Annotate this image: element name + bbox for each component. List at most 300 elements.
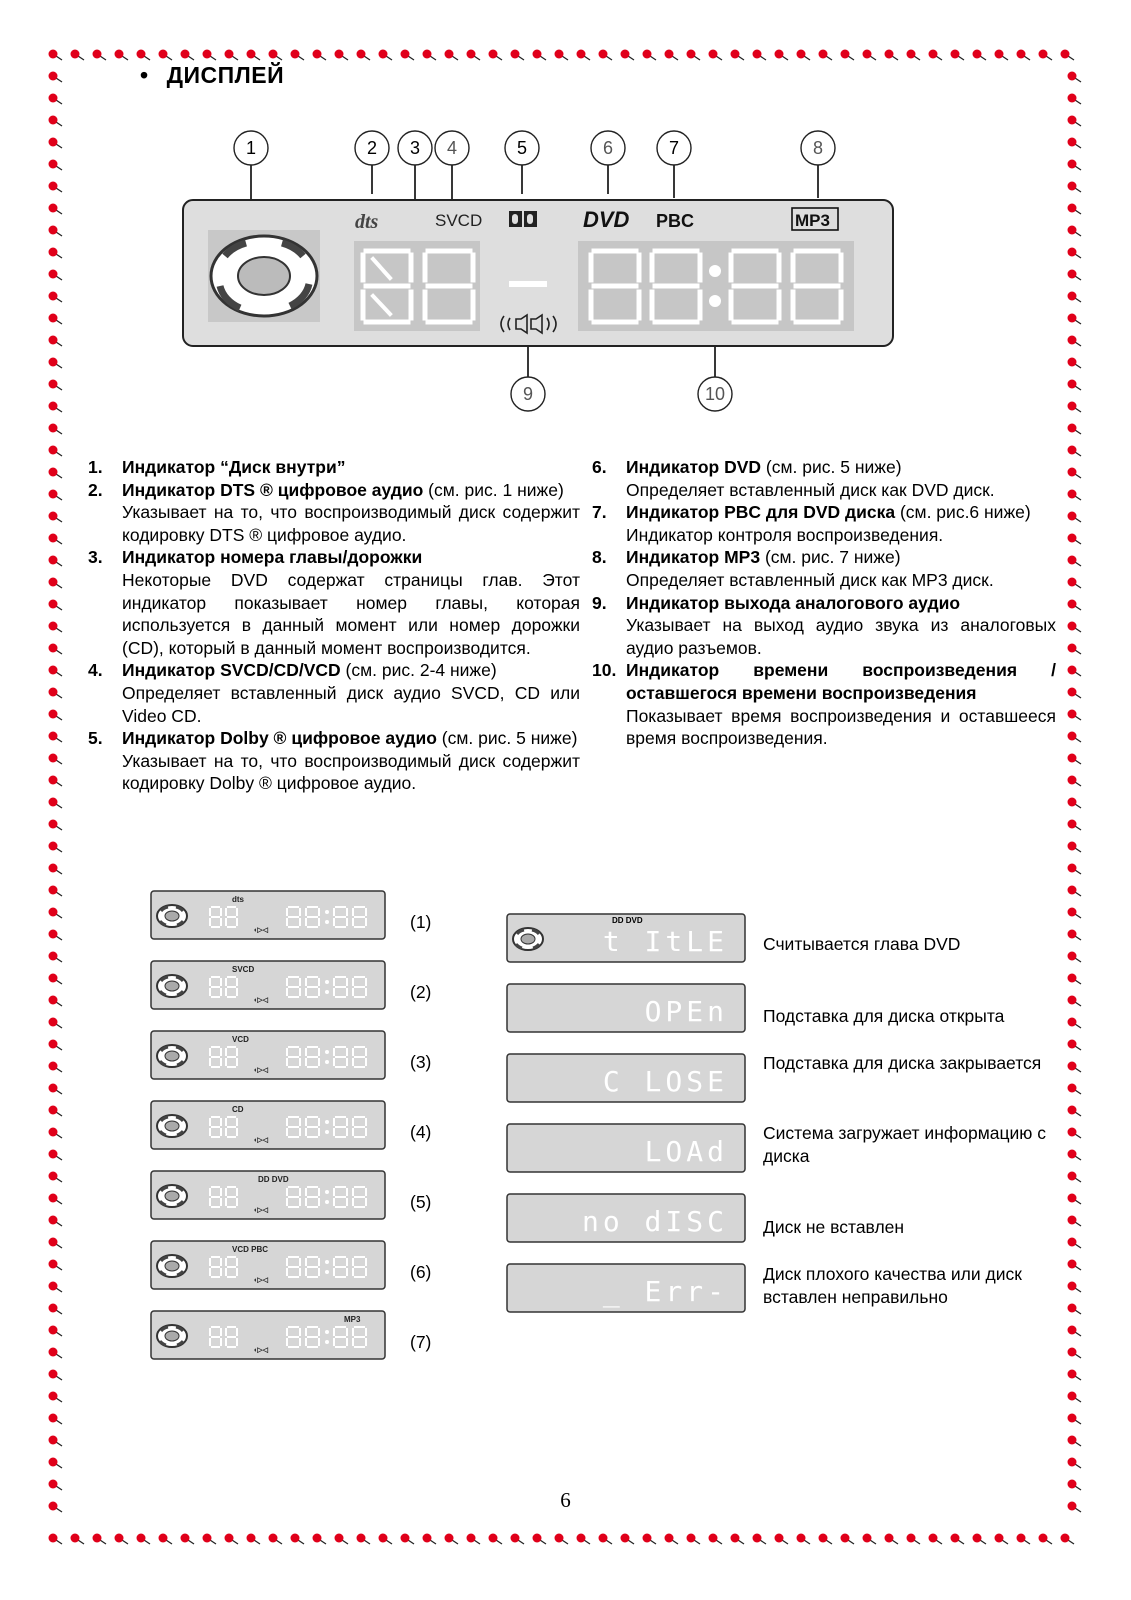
disc-icon — [157, 1115, 187, 1137]
border-dot — [863, 50, 877, 61]
item-number: 6. — [592, 457, 607, 477]
border-dot — [753, 1534, 767, 1545]
callout-6-text: 6 — [602, 138, 614, 158]
mini-display — [150, 1170, 386, 1220]
border-dot — [1068, 1040, 1082, 1051]
border-dot — [445, 1534, 459, 1545]
border-dot — [247, 1534, 261, 1545]
border-dot — [49, 1106, 63, 1117]
border-dot — [1068, 556, 1082, 567]
item-heading: Индикатор номера главы/дорожки — [122, 547, 423, 568]
border-dot — [929, 50, 943, 61]
border-dot — [907, 1534, 921, 1545]
border-dot — [731, 1534, 745, 1545]
item-body — [122, 727, 580, 795]
mini-display-label: (4) — [410, 1122, 432, 1142]
border-dot — [643, 1534, 657, 1545]
border-dot — [1068, 578, 1082, 589]
border-dot — [1068, 622, 1082, 633]
border-dot — [1068, 1304, 1082, 1315]
border-dot — [49, 182, 63, 193]
border-dot — [731, 50, 745, 61]
border-dot — [181, 1534, 195, 1545]
item-number: 10. — [592, 660, 617, 681]
border-dot — [841, 1534, 855, 1545]
border-dot — [93, 50, 107, 61]
mini-display — [150, 1310, 386, 1360]
item-number: 5. — [88, 728, 103, 749]
border-dot — [1068, 820, 1082, 831]
border-dot — [49, 226, 63, 237]
border-dot — [951, 1534, 965, 1545]
border-dot — [1068, 402, 1082, 413]
border-dot — [49, 314, 63, 325]
item-heading: Индикатор “Диск внутри” — [122, 457, 346, 477]
border-dot — [49, 930, 63, 941]
border-dot — [49, 336, 63, 347]
callout-2-text: 2 — [366, 138, 378, 158]
border-dot — [797, 50, 811, 61]
message-text: _ Err- — [602, 1275, 728, 1308]
message-display — [506, 1053, 746, 1103]
item-body — [122, 479, 580, 547]
border-dot — [599, 50, 613, 61]
border-dot — [49, 1392, 63, 1403]
border-dot — [49, 468, 63, 479]
list-item — [88, 659, 580, 727]
border-dot — [797, 1534, 811, 1545]
list-item — [88, 546, 580, 659]
border-dot — [1068, 776, 1082, 787]
analog-audio-icon: ◖▷◁ — [253, 1207, 268, 1214]
svcd-label: SVCD — [435, 211, 483, 230]
callout-5-text: 5 — [516, 138, 528, 158]
border-dot — [709, 50, 723, 61]
border-dot — [995, 50, 1009, 61]
border-dot — [1068, 446, 1082, 457]
item-heading: Индикатор SVCD/CD/VCD — [122, 660, 341, 681]
mp3-label: MP3 — [795, 211, 830, 230]
item-number: 2. — [88, 479, 103, 500]
border-dot — [1068, 468, 1082, 479]
item-description: Определяет вставленный диск как DVD диск. — [626, 479, 995, 500]
border-dot — [49, 1534, 63, 1545]
message-caption: Считывается глава DVD — [763, 934, 961, 954]
border-dot — [1068, 1150, 1082, 1161]
border-dot — [1068, 1216, 1082, 1227]
list-item — [592, 592, 1056, 660]
border-dot — [489, 1534, 503, 1545]
border-dot — [49, 1128, 63, 1139]
border-dot — [247, 50, 261, 61]
border-dot — [621, 50, 635, 61]
border-dot — [313, 50, 327, 61]
border-dot — [1068, 314, 1082, 325]
border-dot — [1068, 1436, 1082, 1447]
border-dot — [291, 50, 305, 61]
border-dot — [665, 1534, 679, 1545]
border-dot — [445, 50, 459, 61]
message-caption: Диск не вставлен — [763, 1217, 905, 1237]
border-dot — [49, 1414, 63, 1425]
item-body — [626, 456, 1056, 501]
callout-1-text: 1 — [245, 138, 257, 158]
mini-display-label: (6) — [410, 1262, 432, 1282]
disc-icon — [157, 1185, 187, 1207]
border-dot — [49, 424, 63, 435]
border-dot — [1017, 50, 1031, 61]
disc-icon — [157, 975, 187, 997]
border-dot — [907, 50, 921, 61]
border-dot — [709, 1534, 723, 1545]
border-dot — [951, 50, 965, 61]
border-dot — [49, 94, 63, 105]
dts-logo: dts — [355, 211, 379, 233]
border-dot — [1068, 1062, 1082, 1073]
border-dot — [555, 50, 569, 61]
border-dot — [621, 1534, 635, 1545]
callout-7-text: 7 — [668, 138, 680, 158]
item-description: Индикатор контроля воспроизведения. — [626, 524, 944, 545]
list-item — [88, 727, 580, 795]
border-dot — [49, 864, 63, 875]
border-dot — [49, 72, 63, 83]
border-dot — [1068, 1084, 1082, 1095]
border-dot — [1068, 1392, 1082, 1403]
callout-8-text: 8 — [812, 138, 824, 158]
item-heading: Индикатор DVD — [626, 457, 762, 477]
item-description: Определяет вставленный диск аудио SVCD, CD или Video CD. — [122, 682, 580, 726]
border-dot — [49, 886, 63, 897]
list-item — [592, 659, 1056, 749]
items-right-column — [592, 456, 1056, 750]
border-dot — [1039, 1534, 1053, 1545]
mini-indicator: VCD PBC — [232, 1245, 269, 1254]
border-dot — [49, 1282, 63, 1293]
border-dot — [379, 50, 393, 61]
item-body — [626, 592, 1056, 660]
border-dot — [1068, 160, 1082, 171]
border-dot — [49, 1326, 63, 1337]
border-dot — [181, 50, 195, 61]
disc-icon — [513, 928, 543, 950]
border-dot — [335, 50, 349, 61]
mini-indicator: MP3 — [344, 1315, 361, 1324]
callout-7 — [657, 131, 691, 198]
border-dot — [1068, 754, 1082, 765]
border-dot — [533, 1534, 547, 1545]
mini-display — [150, 890, 386, 940]
border-dot — [49, 534, 63, 545]
border-dot — [687, 50, 701, 61]
mini-indicator: dts — [232, 895, 244, 904]
item-number: 1. — [88, 457, 103, 477]
analog-audio-icon: ◖▷◁ — [253, 927, 268, 934]
mini-display-label: (3) — [410, 1052, 432, 1072]
border-dot — [1068, 490, 1082, 501]
list-item — [592, 546, 1056, 591]
item-description: Указывает на то, что воспроизводимый диск содержит кодировку DTS ® цифровое аудио. — [122, 502, 580, 545]
item-description: Показывает время воспроизведения и оставшееся время воспроизведения. — [626, 705, 1056, 749]
border-dot — [401, 50, 415, 61]
message-display — [506, 913, 746, 963]
border-dot — [423, 50, 437, 61]
border-dot — [643, 50, 657, 61]
border-dot — [49, 1304, 63, 1315]
border-dot — [995, 1534, 1009, 1545]
message-caption: Подставка для диска открыта — [763, 1006, 1005, 1026]
border-dot — [775, 50, 789, 61]
border-dot — [489, 50, 503, 61]
border-dot — [49, 622, 63, 633]
border-dot — [49, 578, 63, 589]
message-top-icons: DD DVD — [612, 916, 643, 925]
list-item — [88, 456, 580, 479]
border-dot — [49, 754, 63, 765]
border-dot — [291, 1534, 305, 1545]
mini-display — [150, 960, 386, 1010]
border-dot — [379, 1534, 393, 1545]
border-dot — [49, 116, 63, 127]
border-dot — [49, 732, 63, 743]
border-dot — [577, 1534, 591, 1545]
border-dot — [49, 138, 63, 149]
border-dot — [555, 1534, 569, 1545]
border-dot — [973, 1534, 987, 1545]
item-body — [122, 659, 580, 727]
border-dot — [49, 1238, 63, 1249]
border-dot — [49, 556, 63, 567]
border-dot — [159, 1534, 173, 1545]
border-dot — [49, 688, 63, 699]
border-dot — [49, 666, 63, 677]
border-dot — [115, 50, 129, 61]
border-dot — [841, 50, 855, 61]
border-dot — [93, 1534, 107, 1545]
disc-icon — [157, 1045, 187, 1067]
mini-indicator: CD — [232, 1105, 244, 1114]
item-number: 3. — [88, 547, 103, 568]
dash-segment — [509, 281, 547, 287]
item-number: 4. — [88, 660, 103, 681]
border-dot — [115, 1534, 129, 1545]
border-dot — [137, 1534, 151, 1545]
item-ref: (см. рис. 5 ниже) — [761, 457, 902, 477]
disc-icon — [157, 1255, 187, 1277]
disc-icon — [157, 905, 187, 927]
item-ref: (см. рис. 2-4 ниже) — [340, 660, 497, 681]
items-left-column — [88, 456, 580, 795]
border-dot — [225, 1534, 239, 1545]
item-ref: (см. рис. 7 ниже) — [760, 547, 901, 568]
border-dot — [599, 1534, 613, 1545]
border-dot — [1068, 666, 1082, 677]
border-dot — [819, 1534, 833, 1545]
callout-3-text: 3 — [409, 138, 421, 158]
message-display — [506, 1123, 746, 1173]
border-dot — [1068, 424, 1082, 435]
border-dot — [49, 446, 63, 457]
item-heading: Индикатор MP3 — [626, 547, 761, 568]
border-dot — [577, 50, 591, 61]
border-dot — [49, 842, 63, 853]
callout-2 — [355, 131, 389, 194]
callout-8 — [801, 131, 835, 198]
border-dot — [49, 248, 63, 259]
page-title — [140, 62, 284, 89]
border-dot — [1061, 1534, 1075, 1545]
disc-icon — [157, 1325, 187, 1347]
border-dot — [533, 50, 547, 61]
message-text: t ItLE — [602, 925, 728, 958]
border-dot — [1061, 50, 1075, 61]
border-dot — [1068, 270, 1082, 281]
border-dot — [49, 710, 63, 721]
callout-4 — [435, 131, 469, 206]
message-text: LOAd — [644, 1135, 728, 1168]
border-dot — [885, 50, 899, 61]
border-dot — [49, 512, 63, 523]
message-caption: Подставка для диска закрывается — [763, 1053, 1042, 1073]
item-description: Указывает на то, что воспроизводимый диск содержит кодировку Dolby ® цифровое аудио. — [122, 750, 580, 794]
border-dot — [1068, 116, 1082, 127]
border-dot — [1068, 644, 1082, 655]
list-item — [592, 456, 1056, 501]
item-ref: (см. рис.6 ниже) — [895, 502, 1031, 523]
border-dot — [1068, 292, 1082, 303]
item-description: Некоторые DVD содержат страницы глав. Этот индикатор показывает номер главы, которая используется в данный момент или номер дорожки (CD), который в данный момент воспроизводится. — [122, 569, 580, 658]
display-diagram — [150, 120, 950, 430]
border-dot — [1068, 1348, 1082, 1359]
border-dot — [1068, 996, 1082, 1007]
border-dot — [49, 1172, 63, 1183]
item-number: 8. — [592, 547, 607, 568]
border-dot — [1068, 688, 1082, 699]
message-text: OPEn — [644, 995, 728, 1028]
item-heading: Индикатор Dolby ® цифровое аудио — [122, 728, 437, 749]
mini-indicator: SVCD — [232, 965, 255, 974]
item-heading: Индикатор времени воспроизведения / оставшегося времени воспроизведения — [626, 660, 1056, 703]
border-dot — [49, 204, 63, 215]
border-dot — [49, 776, 63, 787]
border-dot — [357, 1534, 371, 1545]
item-description: Определяет вставленный диск как MP3 диск. — [626, 569, 994, 590]
border-dot — [1068, 1282, 1082, 1293]
item-ref: (см. рис. 5 ниже) — [436, 728, 578, 749]
item-body — [122, 456, 580, 479]
item-number: 9. — [592, 592, 607, 613]
border-dot — [49, 1436, 63, 1447]
border-dot — [49, 908, 63, 919]
border-dot — [1068, 886, 1082, 897]
border-dot — [1068, 952, 1082, 963]
item-heading: Индикатор PBC для DVD диска — [626, 502, 896, 523]
border-dot — [973, 50, 987, 61]
analog-audio-icon: ◖▷◁ — [253, 1067, 268, 1074]
item-heading: Индикатор DTS ® цифровое аудио — [122, 479, 424, 500]
border-dot — [1068, 534, 1082, 545]
callout-10-text: 10 — [704, 384, 726, 404]
border-dot — [1068, 842, 1082, 853]
border-dot — [1068, 1370, 1082, 1381]
border-dot — [49, 1084, 63, 1095]
border-dot — [49, 1062, 63, 1073]
border-dot — [1068, 798, 1082, 809]
page-number: 6 — [560, 1488, 571, 1512]
border-dot — [49, 1018, 63, 1029]
mini-indicator: DD DVD — [258, 1175, 289, 1184]
border-dot — [49, 1216, 63, 1227]
border-dot — [49, 952, 63, 963]
border-dot — [1068, 358, 1082, 369]
border-dot — [335, 1534, 349, 1545]
border-dot — [775, 1534, 789, 1545]
border-dot — [313, 1534, 327, 1545]
message-caption: Диск плохого качества или диск вставлен неправильно — [763, 1264, 1022, 1307]
item-body — [626, 659, 1056, 749]
border-dot — [753, 50, 767, 61]
border-dot — [49, 490, 63, 501]
border-dot — [1068, 930, 1082, 941]
border-dot — [203, 1534, 217, 1545]
border-dot — [1068, 1260, 1082, 1271]
border-dot — [1068, 1238, 1082, 1249]
border-dot — [203, 50, 217, 61]
border-dot — [49, 270, 63, 281]
border-dot — [863, 1534, 877, 1545]
callout-9-text: 9 — [522, 384, 534, 404]
message-display — [506, 983, 746, 1033]
item-description: Указывает на выход аудио звука из аналоговых аудио разъемов. — [626, 615, 1056, 658]
border-dot — [1068, 1018, 1082, 1029]
border-dot — [1068, 732, 1082, 743]
border-dot — [1068, 1172, 1082, 1183]
border-dot — [1068, 908, 1082, 919]
border-dot — [137, 50, 151, 61]
border-dot — [1068, 182, 1082, 193]
border-dot — [511, 50, 525, 61]
border-dot — [1039, 50, 1053, 61]
border-dot — [49, 798, 63, 809]
analog-audio-icon: ◖▷◁ — [253, 1347, 268, 1354]
border-dot — [49, 380, 63, 391]
title-bullet: • — [140, 62, 149, 88]
border-dot — [1068, 138, 1082, 149]
border-dot — [1068, 1326, 1082, 1337]
border-dot — [357, 50, 371, 61]
border-dot — [49, 1260, 63, 1271]
border-dot — [49, 1150, 63, 1161]
border-dot — [1068, 512, 1082, 523]
title-text: ДИСПЛЕЙ — [166, 62, 285, 88]
border-dot — [49, 600, 63, 611]
border-dot — [49, 1370, 63, 1381]
border-dot — [1068, 1128, 1082, 1139]
message-caption: Система загружает информацию с диска — [763, 1123, 1047, 1166]
disc-icon — [208, 230, 320, 322]
mini-display — [150, 1240, 386, 1290]
border-dot — [49, 996, 63, 1007]
border-dot — [49, 358, 63, 369]
border-dot — [49, 820, 63, 831]
border-dot — [1068, 1106, 1082, 1117]
border-dot — [1068, 204, 1082, 215]
mini-display — [150, 1030, 386, 1080]
border-dot — [49, 1348, 63, 1359]
analog-audio-icon: ◖▷◁ — [253, 1137, 268, 1144]
callout-6 — [591, 131, 625, 194]
item-number: 7. — [592, 502, 607, 523]
